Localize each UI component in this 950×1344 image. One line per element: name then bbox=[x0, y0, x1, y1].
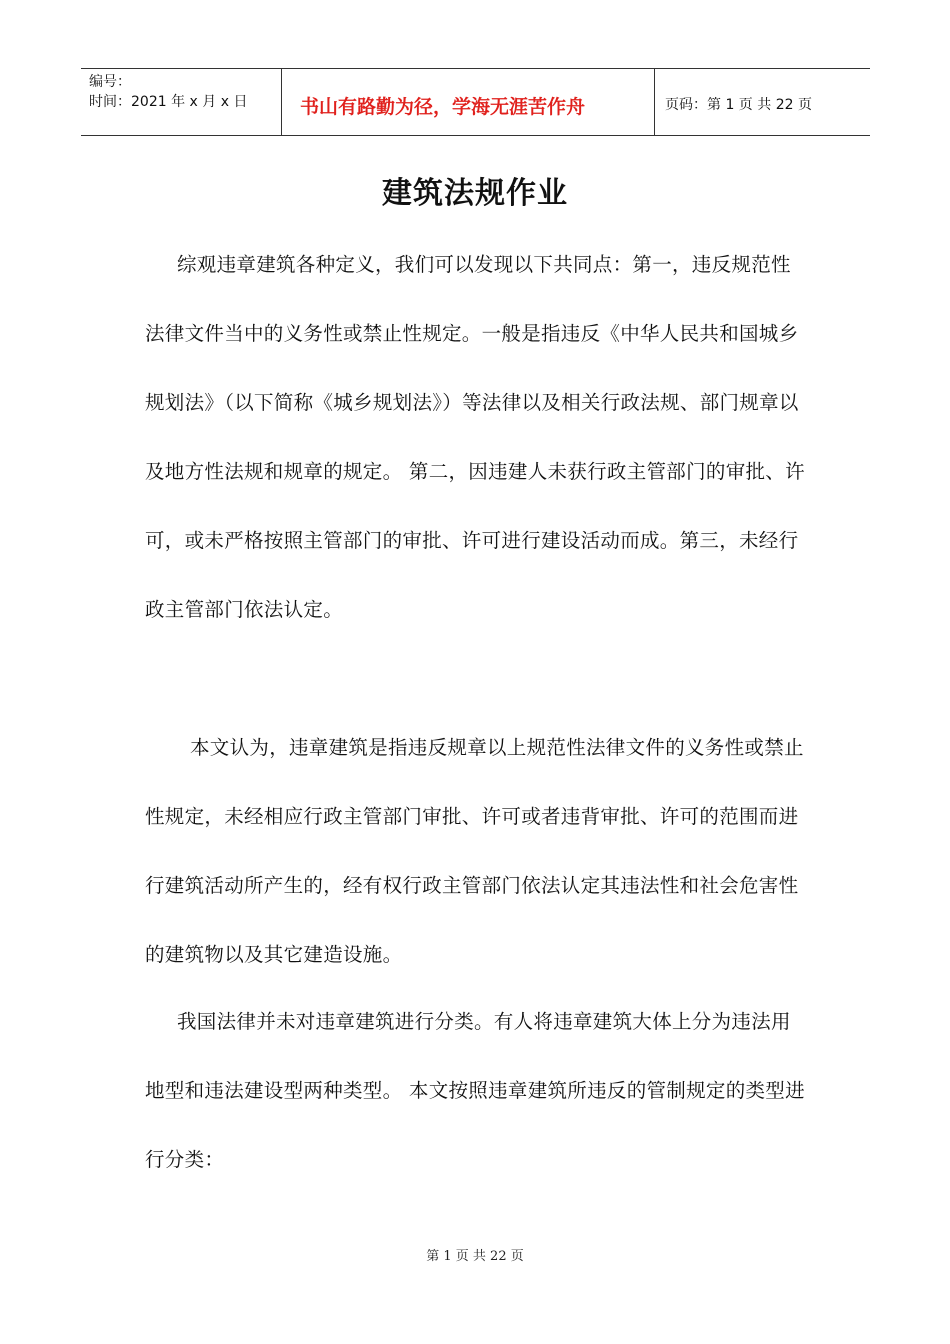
time-label: 时间：2021 年 x 月 x 日 bbox=[89, 94, 248, 110]
paragraph-1: 综观违章建筑各种定义，我们可以发现以下共同点：第一，违反规范性法律文件当中的义务性或禁止性规定。一般是指违反《中华人民共和国城乡规划法》（以下简称《城乡规划法》）等法律以及相关行政法规、部门规章以及地方性法规和规章的规定。 第二，因违建人未获行政主管部门的审批、许可，或未严格按照主管部门的审批、许可进行建设活动而成。第三，未经行政主管部门依法认定。 bbox=[145, 253, 805, 621]
paragraph-3: 我国法律并未对违章建筑进行分类。有人将违章建筑大体上分为违法用地型和违法建设型两种类型。 本文按照违章建筑所违反的管制规定的类型进行分类： bbox=[145, 1010, 805, 1171]
paragraph-2: 本文认为，违章建筑是指违反规章以上规范性法律文件的义务性或禁止性规定，未经相应行政主管部门审批、许可或者违背审批、许可的范围而进行建筑活动所产生的，经有权行政主管部门依法认定其违法性和社会危害性的建筑物以及其它建造设施。 bbox=[145, 736, 804, 966]
number-label: 编号： bbox=[89, 74, 131, 90]
motto-cell bbox=[282, 69, 655, 135]
page-info-text: 页码：第 1 页 共 22 页 bbox=[665, 97, 812, 113]
motto-text: 书山有路勤为径，学海无涯苦作舟 bbox=[300, 95, 586, 118]
page-footer: 第 1 页 共 22 页 bbox=[426, 1249, 524, 1264]
page-header bbox=[81, 68, 870, 136]
document-title: 建筑法规作业 bbox=[382, 176, 568, 211]
header-meta-cell bbox=[81, 69, 282, 135]
page-info-cell bbox=[655, 69, 870, 135]
